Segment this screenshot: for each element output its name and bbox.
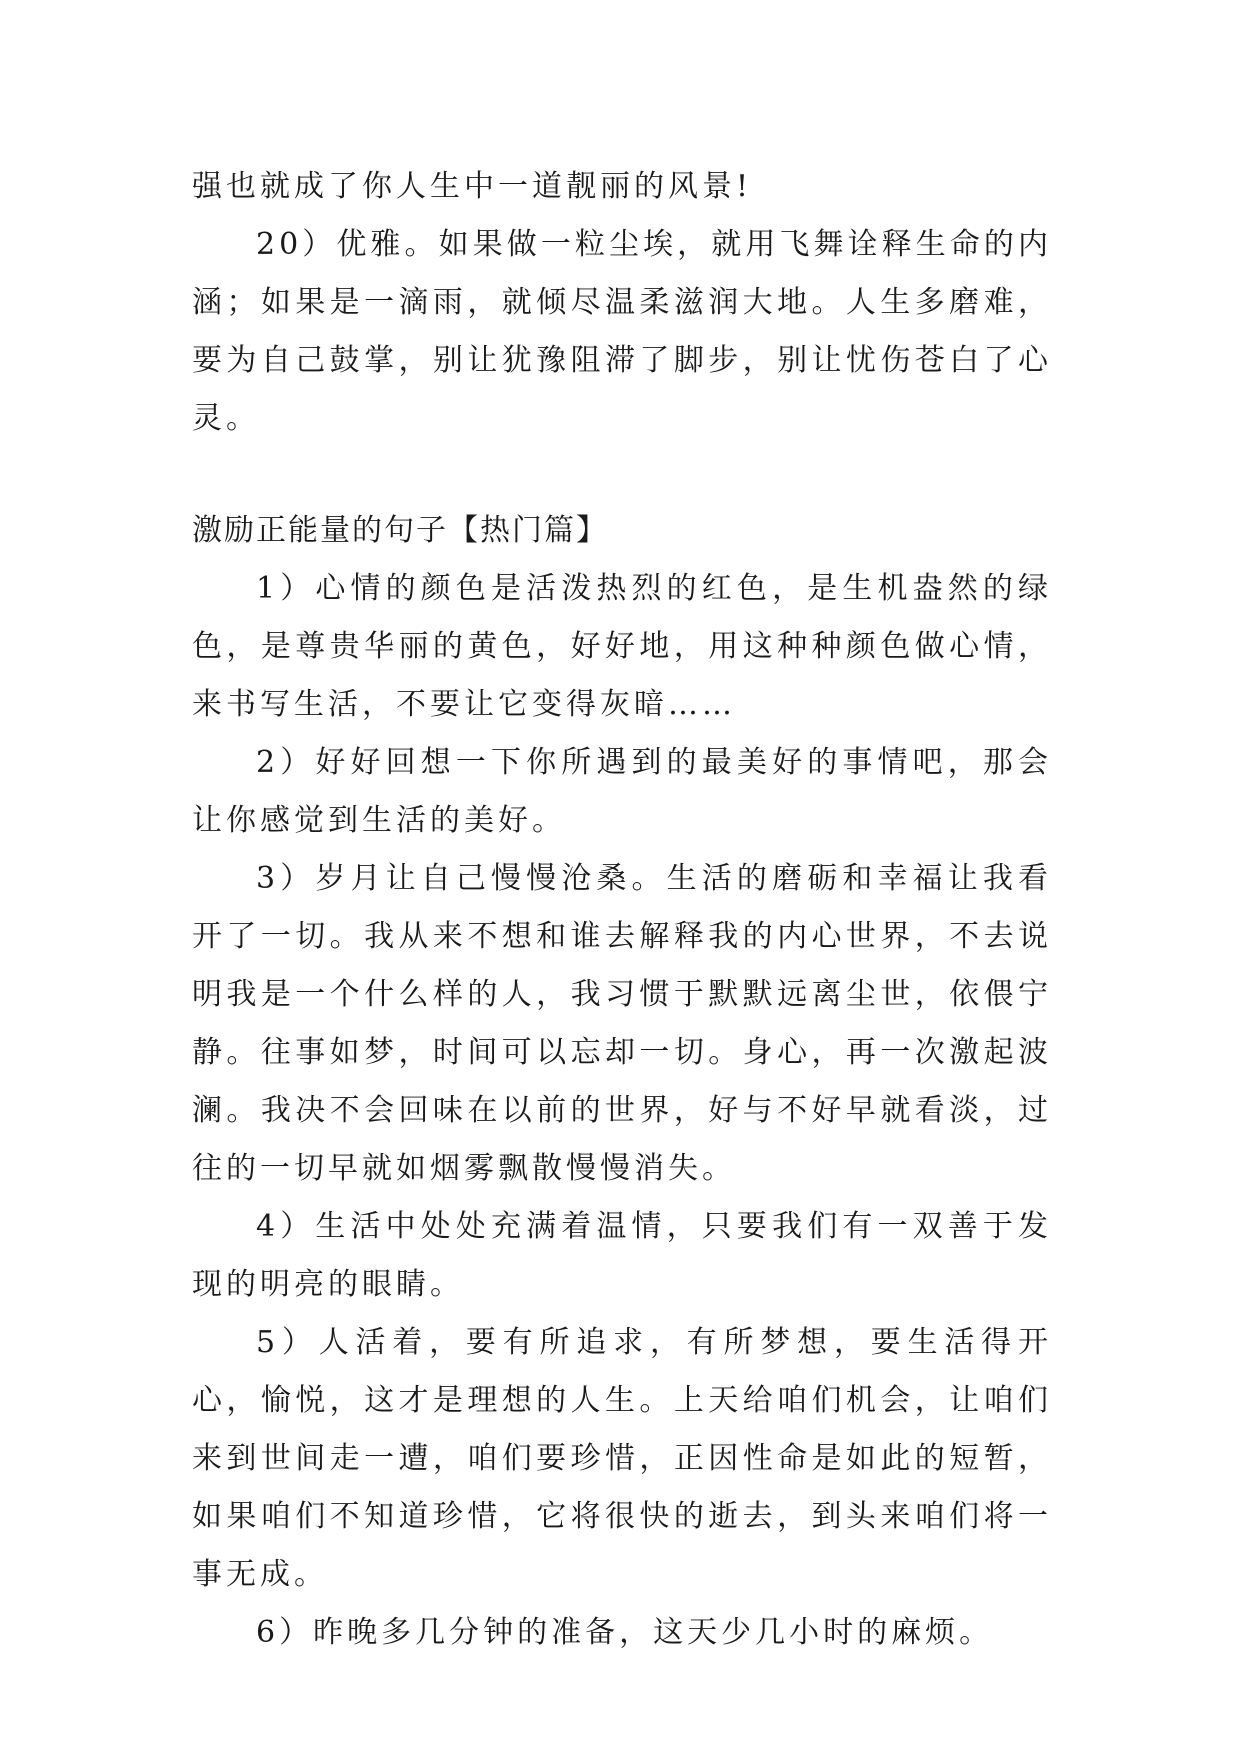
item-4-paragraph: 4）生活中处处充满着温情，只要我们有一双善于发现的明亮的眼睛。 (192, 1209, 1052, 1302)
item-5-paragraph: 5）人活着，要有所追求，有所梦想，要生活得开心，愉悦，这才是理想的人生。上天给咱们机会，让咱们来到世间走一遭，咱们要珍惜，正因性命是如此的短暂，如果咱们不知道珍惜，它将很快的逝去，到头来咱们将一事无成。 (192, 1325, 1052, 1592)
item-1-paragraph: 1）心情的颜色是活泼热烈的红色，是生机盎然的绿色，是尊贵华丽的黄色，好好地，用这种种颜色做心情，来书写生活，不要让它变得灰暗…… (192, 571, 1052, 722)
section-heading: 激励正能量的句子【热门篇】 (192, 513, 608, 548)
item-2-paragraph: 2）好好回想一下你所遇到的最美好的事情吧，那会让你感觉到生活的美好。 (192, 745, 1052, 838)
continuation-paragraph: 强也就成了你人生中一道靓丽的风景! (192, 169, 753, 204)
item-6-paragraph: 6）昨晚多几分钟的准备，这天少几小时的麻烦。 (256, 1615, 994, 1650)
item-20-paragraph: 20）优雅。如果做一粒尘埃，就用飞舞诠释生命的内涵；如果是一滴雨，就倾尽温柔滋润大地。人生多磨难，要为自己鼓掌，别让犹豫阻滞了脚步，别让忧伤苍白了心灵。 (192, 227, 1052, 436)
document-page (192, 158, 1052, 1662)
item-3-paragraph: 3）岁月让自己慢慢沧桑。生活的磨砺和幸福让我看开了一切。我从来不想和谁去解释我的内心世界，不去说明我是一个什么样的人，我习惯于默默远离尘世，依偎宁静。往事如梦，时间可以忘却一切。身心，再一次激起波澜。我决不会回味在以前的世界，好与不好早就看淡，过往的一切早就如烟雾飘散慢慢消失。 (192, 861, 1052, 1186)
